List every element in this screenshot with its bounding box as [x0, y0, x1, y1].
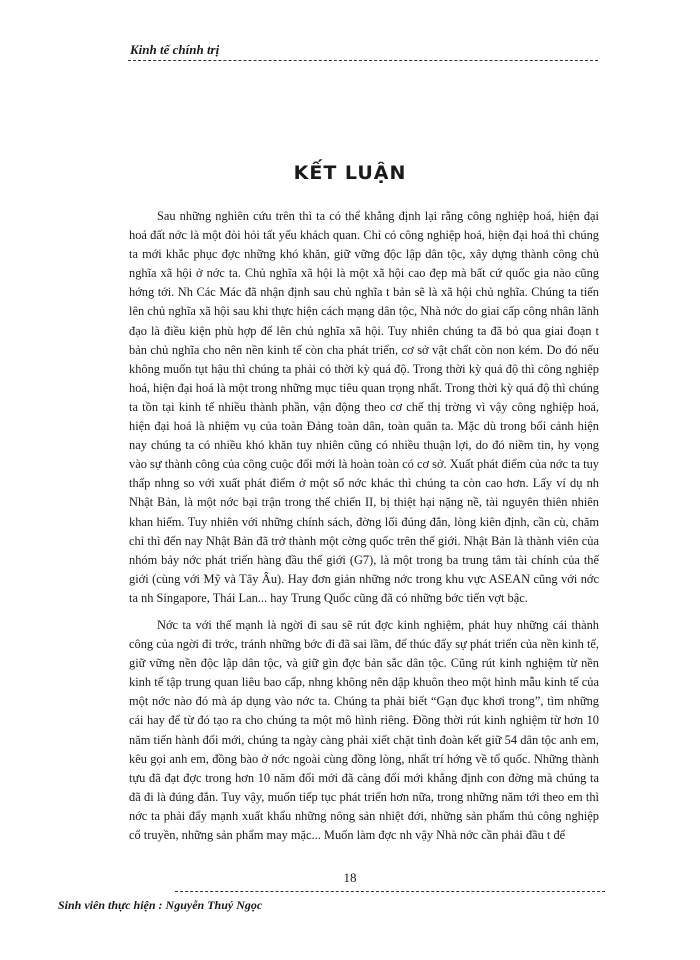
footer-author: Sinh viên thực hiện : Nguyễn Thuý Ngọc [58, 898, 263, 912]
paragraph: Sau những nghiên cứu trên thì ta có thể khẳng định lại rằng công nghiệp hoá, hiện đại hoá đất nớc là một đòi hỏi tất yếu khách quan. Chỉ có công nghiệp hoá, hiện đại hoá thì chúng ta mới khắc phục đợc những khó khăn, giữ vững độc lập dân tộc, xây dựng thành công chủ nghĩa xã hội ở nớc ta. Chủ nghĩa xã hội là một xã hội cao đẹp mà bất cứ quốc gia nào cũng hớng tới. Nh Các Mác đã nhận định sau chủ nghĩa t bản sẽ là xã hội chủ nghĩa. Chúng ta tiến lên chủ nghĩa xã hội sau khi thực hiện cách mạng dân tộc, Nhà nớc do giai cấp công nhân lãnh đạo là điều kiện phù hợp để lên chủ nghĩa xã hội. Tuy nhiên chúng ta đã bỏ qua giai đoạn t bản chủ nghĩa cho nên nền kinh tế còn cha phát triển, cơ sở vật chất còn non kém. Do đó nếu không muốn tụt hậu thì chúng ta phải có thời kỳ quá độ. Trong thời kỳ quá độ thì công nghiệp hoá, hiện đại hoá là một trong những mục tiêu quan trọng nhất. Trong thời kỳ quá độ thì chúng ta tồn tại kinh tế nhiều thành phần, vận động theo cơ chế thị trờng vì vậy công nghiệp hoá, hiện đại hoá là nhiệm vụ của toàn Đảng toàn dân, toàn quân ta. Mặc dù trong bối cảnh hiện nay chúng ta có nhiều khó khăn tuy nhiên cũng có nhiều thuận lợi, do đó niềm tin, hy vọng vào sự thành công của công cuộc đổi mới là hoàn toàn có cơ sở. Xuất phát điểm của nớc ta tuy thấp nhng so với xuất phát điểm ở một số nớc khác thì chúng ta còn cao hơn. Lấy ví dụ nh Nhật Bản, là một nớc bại trận trong thế chiến II, bị thiệt hại nặng nề, tài nguyên thiên nhiên khan hiếm. Tuy nhiên với những chính sách, đờng lối đúng đắn, lòng kiên định, cần cù, chăm chỉ thì đến nay Nhật Bản đã trở thành một cờng quốc trên thế giới. Nhật Bản là thành viên của nhóm bảy nớc phát triển hàng đầu thế giới (G7), là một trong ba trung tâm tài chính của thế giới (cùng với Mỹ và Tây Âu). Hay đơn giản những nớc trong khu vực ASEAN cũng với nớc ta nh Singapore, Thái Lan... hay Trung Quốc cũng đã có những bớc tiến vợt bậc. [129, 209, 599, 605]
page-number: 18 [343, 870, 357, 885]
header-title: Kinh tế chính trị [130, 42, 220, 57]
page-heading: KẾT LUẬN [293, 162, 407, 184]
header-divider [128, 60, 598, 61]
body-text [129, 207, 599, 853]
paragraph: Nớc ta với thế mạnh là ngời đi sau sẽ rút đợc kinh nghiệm, phát huy những cái thành công của ngời đi trớc, tránh những bớc đi đã sai lầm, để thúc đẩy sự phát triển của nền kinh tế, giữ vững nền độc lập dân tộc, và giữ gìn đợc bản sắc dân tộc. Cũng rút kinh nghiệm từ nền kinh tế tập trung quan liêu bao cấp, nhng không nên dập khuôn theo một hình mẫu kinh tế của một nớc nào đó mà áp dụng vào nớc ta. Chúng ta phải biết “Gạn đục khơi trong”, tìm những cái hay để từ đó tạo ra cho chúng ta một mô hình riêng. Đồng thời rút kinh nghiệm từ hơn 10 năm tiến hành đổi mới, chúng ta ngày càng phải xiết chặt tình đoàn kết giữ 54 dân tộc anh em, kêu gọi anh em, đồng bào ở nớc ngoài cùng đồng lòng, nhất trí hớng về tổ quốc. Những thành tựu đã đạt đợc trong hơn 10 năm đổi mới đã càng đổi mới khẳng định con đờng mà chúng ta đã đi là đúng đắn. Tuy vậy, muốn tiếp tục phát triển hơn nữa, trong những năm tới theo em thì nớc ta phải đẩy mạnh xuất khẩu những nông sản nhiệt đới, những sản phẩm thủ công nghiệp cổ truyền, những sản phẩm may mặc... Muốn làm đợc nh vậy Nhà nớc cần phải đầu t để [129, 617, 599, 842]
footer-divider [175, 891, 605, 892]
